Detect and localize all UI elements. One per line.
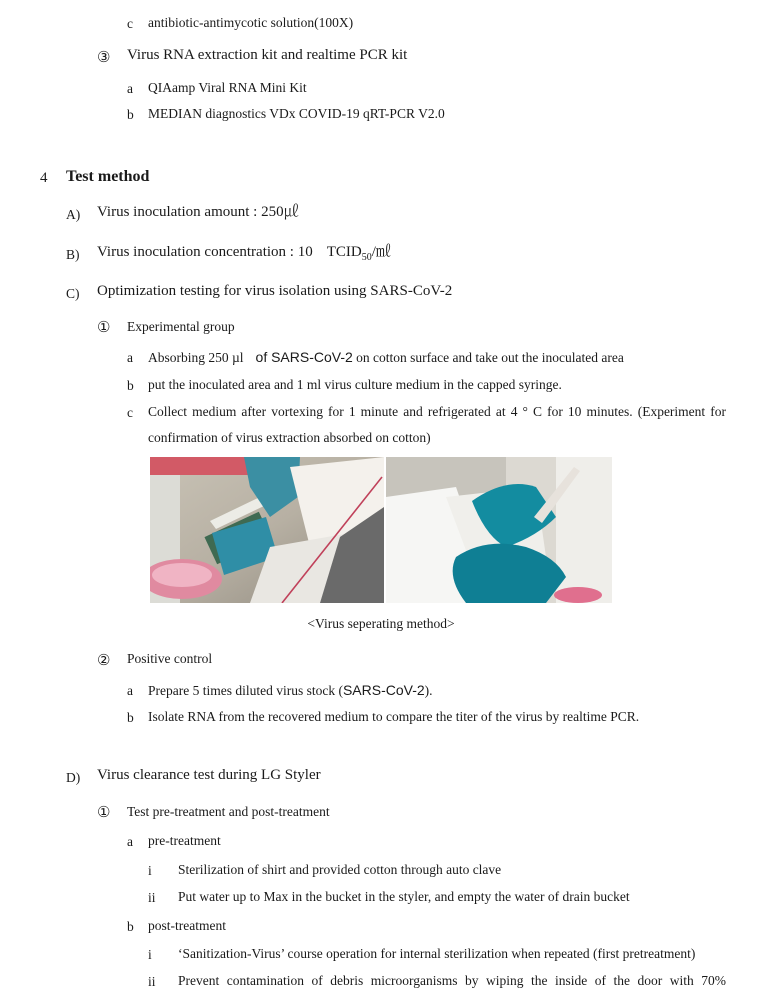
section-title: Optimization testing for virus isolation using SARS-CoV-2 — [97, 283, 453, 299]
lab-photo-left — [150, 457, 384, 603]
roman-marker: i — [148, 947, 152, 962]
unit-text: TCID — [326, 244, 362, 260]
list-marker: b — [127, 919, 134, 934]
virus-name: of SARS-CoV-2 — [255, 349, 353, 365]
list-marker: a — [127, 81, 133, 96]
figure-caption: <Virus seperating method> — [307, 616, 455, 631]
list-item-text: Sterilization of shirt and provided cotton through auto clave — [178, 862, 502, 877]
unit-suffix: /㎖ — [371, 244, 391, 260]
list-marker: D) — [66, 770, 81, 785]
section-number: 4 — [40, 170, 48, 186]
photo-left-graphic — [150, 457, 384, 603]
section-title: Virus RNA extraction kit and realtime PCR kit — [127, 47, 408, 63]
list-marker: c — [127, 405, 133, 420]
list-item-text: antibiotic-antimycotic solution(100X) — [148, 15, 354, 30]
list-item-text: Prevent contamination of debris microorganisms by wiping the inside of the door with 70% — [178, 973, 726, 988]
circled-marker: ① — [97, 320, 111, 336]
roman-marker: ii — [148, 974, 156, 989]
text-part: Prepare 5 times diluted virus stock ( — [148, 683, 343, 698]
circled-marker: ① — [97, 805, 111, 821]
lab-photo-right — [386, 457, 612, 603]
list-item-text: MEDIAN diagnostics VDx COVID-19 qRT-PCR V2.0 — [148, 106, 445, 121]
concentration-text: Virus inoculation concentration : 10 — [97, 244, 313, 260]
list-item-text-continued: confirmation of virus extraction absorbed on cotton) — [148, 430, 431, 445]
text-part: on cotton surface and take out the inoculated area — [356, 350, 624, 365]
roman-marker: i — [148, 863, 152, 878]
list-item-text: Put water up to Max in the bucket in the styler, and empty the water of drain bucket — [178, 889, 630, 904]
roman-marker: ii — [148, 890, 156, 905]
list-marker: c — [127, 16, 133, 31]
photo-right-graphic — [386, 457, 612, 603]
list-item-text: post-treatment — [148, 918, 226, 933]
section-title: Virus clearance test during LG Styler — [97, 767, 321, 783]
list-item-text: ‘Sanitization-Virus’ course operation for internal sterilization when repeated (first pretreatment) — [178, 946, 696, 961]
list-marker: a — [127, 683, 133, 698]
virus-name: SARS-CoV-2 — [342, 682, 425, 698]
list-item-text — [148, 683, 433, 698]
section-heading: Test method — [66, 168, 150, 185]
list-marker: b — [127, 107, 134, 122]
list-marker: a — [127, 350, 133, 365]
list-marker: A) — [66, 207, 81, 222]
circled-marker: ③ — [97, 50, 111, 66]
list-marker: b — [127, 378, 134, 393]
list-item-text: pre-treatment — [148, 833, 221, 848]
text-part: Absorbing 250 µl — [148, 350, 244, 365]
circled-marker: ② — [97, 653, 111, 669]
list-item-text — [148, 350, 624, 365]
subsection-title: Experimental group — [127, 319, 235, 334]
unit-subscript: 50 — [361, 252, 372, 263]
list-marker: b — [127, 710, 134, 725]
subsection-title: Test pre-treatment and post-treatment — [127, 804, 330, 819]
list-item-text — [97, 245, 391, 263]
list-item-text: QIAamp Viral RNA Mini Kit — [148, 80, 307, 95]
list-item-text: Isolate RNA from the recovered medium to compare the titer of the virus by realtime PCR. — [148, 709, 640, 724]
subsection-title: Positive control — [127, 651, 213, 666]
text-part: ). — [424, 683, 433, 698]
list-item-text: Virus inoculation amount : 250㎕ — [97, 204, 299, 220]
list-marker: a — [127, 834, 133, 849]
list-marker: B) — [66, 247, 80, 262]
list-marker: C) — [66, 286, 80, 301]
list-item-text: Collect medium after vortexing for 1 minute and refrigerated at 4 ° C for 10 minutes. (Experiment for — [148, 404, 726, 419]
list-item-text: put the inoculated area and 1 ml virus culture medium in the capped syringe. — [148, 377, 562, 392]
